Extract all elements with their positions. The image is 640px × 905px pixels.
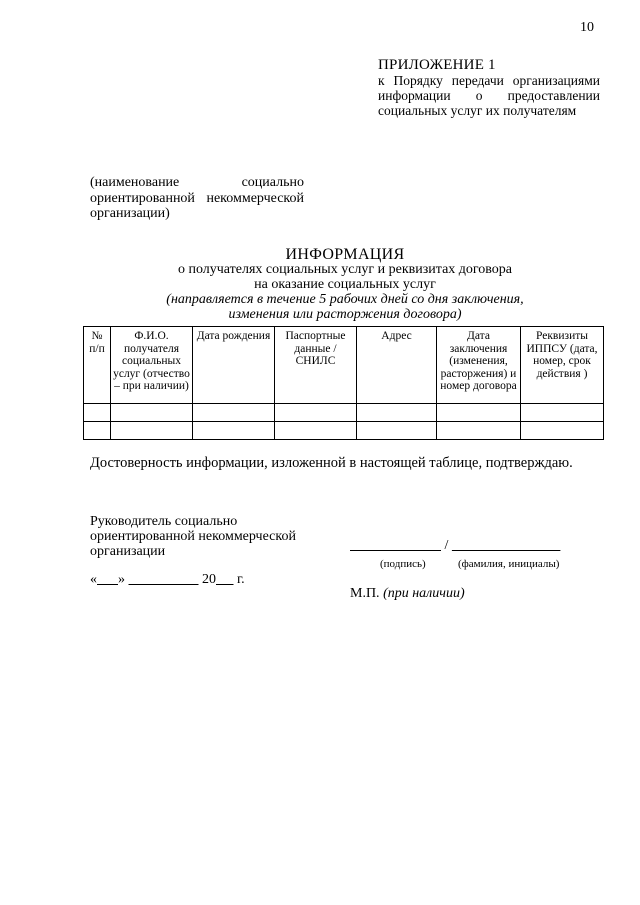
table-cell[interactable] (84, 404, 111, 422)
organization-name-placeholder: (наименование социально ориентированной некоммерческой организации) (90, 175, 304, 221)
column-header-address: Адрес (357, 327, 437, 404)
table-cell[interactable] (521, 404, 604, 422)
table-cell[interactable] (193, 422, 275, 440)
table-cell[interactable] (193, 404, 275, 422)
recipients-table (83, 326, 604, 440)
table-cell[interactable] (275, 404, 357, 422)
quote-close: » (118, 572, 125, 587)
info-subtitle-line2: на оказание социальных услуг (254, 277, 436, 292)
column-header-full-name: Ф.И.О. получателя социальных услуг (отчество – при наличии) (111, 327, 193, 404)
table-row (84, 422, 604, 440)
day-blank[interactable] (97, 572, 118, 587)
confirmation-text: Достоверность информации, изложенной в настоящей таблице, подтверждаю. (90, 455, 573, 471)
appendix-description: к Порядку передачи организациями информации о предоставлении социальных услуг их получателям (378, 73, 600, 118)
table-cell[interactable] (437, 404, 521, 422)
info-title: ИНФОРМАЦИЯ (285, 246, 405, 263)
year-suffix: г. (237, 572, 245, 587)
signature-line[interactable]: / (350, 538, 560, 554)
appendix-title: ПРИЛОЖЕНИЕ 1 (378, 57, 496, 73)
table-cell[interactable] (275, 422, 357, 440)
year-blank[interactable] (216, 572, 234, 587)
table-header-row (84, 327, 604, 404)
head-title: Руководитель социально ориентированной некоммерческой организации (90, 514, 296, 559)
name-label: (фамилия, инициалы) (458, 558, 560, 570)
table-cell[interactable] (357, 404, 437, 422)
date-line (90, 572, 245, 588)
appendix-block (378, 58, 600, 118)
column-header-ippsu: Реквизиты ИППСУ (дата, номер, срок действия ) (521, 327, 604, 404)
page-number: 10 (580, 20, 594, 35)
info-note-line1: (направляется в течение 5 рабочих дней со дня заключения, (166, 292, 524, 307)
table-cell[interactable] (437, 422, 521, 440)
info-note-line2: изменения или расторжения договора) (228, 307, 462, 322)
stamp-condition: (при наличии) (383, 586, 465, 601)
column-header-passport-snils: Паспортные данные / СНИЛС (275, 327, 357, 404)
table-cell[interactable] (357, 422, 437, 440)
stamp-label: М.П. (350, 586, 380, 601)
year-prefix: 20 (202, 572, 216, 587)
table-cell[interactable] (111, 422, 193, 440)
info-heading (90, 247, 600, 322)
column-header-number: № п/п (84, 327, 111, 404)
stamp-note (350, 586, 465, 602)
name-blank[interactable] (452, 538, 561, 553)
signature-label: (подпись) (380, 558, 426, 570)
quote-open: « (90, 572, 97, 587)
table-cell[interactable] (111, 404, 193, 422)
column-header-contract: Дата заключения (изменения, расторжения) и номер договора (437, 327, 521, 404)
signature-blank[interactable] (350, 538, 441, 553)
table-cell[interactable] (521, 422, 604, 440)
table-row (84, 404, 604, 422)
table-cell[interactable] (84, 422, 111, 440)
info-subtitle-line1: о получателях социальных услуг и реквизитах договора (177, 262, 513, 277)
month-blank[interactable] (129, 572, 199, 587)
column-header-birth-date: Дата рождения (193, 327, 275, 404)
